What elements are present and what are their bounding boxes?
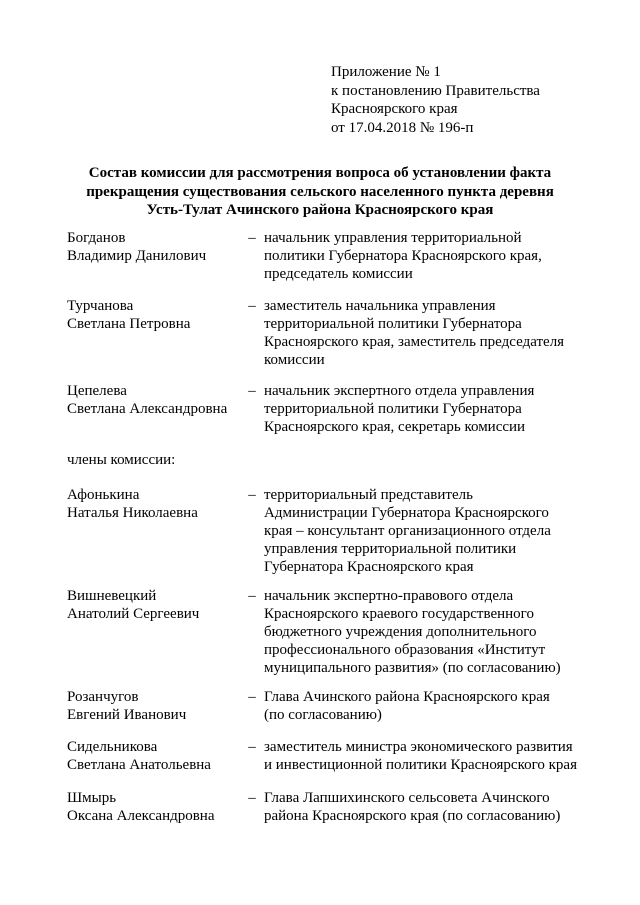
dash-separator: –: [248, 230, 256, 246]
role-line: управления территориальной политики: [264, 541, 517, 557]
title-line: Состав комиссии для рассмотрения вопроса об установлении факта: [88, 165, 552, 181]
role-line: начальник экспертного отдела управления: [264, 383, 535, 399]
appendix-date: от 17.04.2018 № 196-п: [331, 119, 474, 136]
member-role: [264, 688, 594, 724]
role-line: (по согласованию): [264, 707, 382, 723]
role-line: Губернатора Красноярского края: [264, 559, 474, 575]
member-given-names: Анатолий Сергеевич: [67, 606, 200, 622]
member-surname: Турчанова: [67, 298, 134, 314]
role-line: политики Губернатора Красноярского края,: [264, 248, 542, 264]
member-role: [264, 587, 594, 677]
role-line: комиссии: [264, 352, 325, 368]
member-given-names: Оксана Александровна: [67, 808, 215, 824]
dash-separator: –: [248, 298, 256, 314]
member-given-names: Наталья Николаевна: [67, 505, 198, 521]
members-heading: члены комиссии:: [67, 452, 176, 468]
role-line: территориальной политики Губернатора: [264, 401, 522, 417]
title-line: Усть-Тулат Ачинского района Красноярского края: [146, 202, 494, 218]
role-line: председатель комиссии: [264, 266, 413, 282]
role-line: и инвестиционной политики Красноярского края: [264, 757, 577, 773]
dash-separator: –: [248, 739, 256, 755]
appendix-number: Приложение № 1: [331, 64, 441, 80]
document-title: [60, 164, 580, 220]
member-surname: Сидельникова: [67, 739, 158, 755]
role-line: Администрации Губернатора Красноярского: [264, 505, 549, 521]
member-name: [67, 789, 242, 825]
member-given-names: Владимир Данилович: [67, 248, 207, 264]
member-name: [67, 587, 242, 623]
dash-separator: –: [248, 588, 256, 604]
role-line: Глава Лапшихинского сельсовета Ачинского: [264, 790, 550, 806]
member-name: [67, 297, 242, 333]
member-given-names: Светлана Анатольевна: [67, 757, 211, 773]
member-role: [264, 382, 594, 436]
member-surname: Розанчугов: [67, 689, 139, 705]
member-surname: Богданов: [67, 230, 126, 246]
appendix-decree: к постановлению Правительства: [331, 82, 540, 99]
member-surname: Вишневецкий: [67, 588, 157, 604]
member-role: [264, 486, 594, 576]
role-line: муниципального развития» (по согласованию): [264, 660, 561, 676]
dash-separator: –: [248, 487, 256, 503]
title-line: прекращения существования сельского населенного пункта деревня: [86, 183, 554, 200]
member-name: [67, 486, 242, 522]
role-line: бюджетного учреждения дополнительного: [264, 624, 537, 640]
member-surname: Цепелева: [67, 383, 127, 399]
role-line: Глава Ачинского района Красноярского края: [264, 689, 550, 705]
role-line: территориальный представитель: [264, 487, 473, 503]
role-line: района Красноярского края (по согласованию): [264, 808, 561, 824]
member-given-names: Евгений Иванович: [67, 707, 187, 723]
appendix-region: Красноярского края: [331, 101, 458, 117]
role-line: начальник экспертно-правового отдела: [264, 588, 514, 604]
role-line: края – консультант организационного отдела: [264, 523, 551, 539]
member-name: [67, 382, 242, 418]
role-line: Красноярского краевого государственного: [264, 606, 534, 622]
member-name: [67, 738, 242, 774]
role-line: территориальной политики Губернатора: [264, 316, 522, 332]
role-line: Красноярского края, секретарь комиссии: [264, 419, 526, 435]
appendix-header: [331, 63, 540, 137]
dash-separator: –: [248, 790, 256, 806]
member-role: [264, 297, 594, 369]
member-role: [264, 738, 594, 774]
member-given-names: Светлана Петровна: [67, 316, 191, 332]
member-name: [67, 229, 242, 265]
role-line: заместитель министра экономического развития: [264, 739, 573, 755]
dash-separator: –: [248, 383, 256, 399]
role-line: начальник управления территориальной: [264, 230, 522, 246]
member-role: [264, 229, 594, 283]
role-line: Красноярского края, заместитель председателя: [264, 334, 565, 350]
dash-separator: –: [248, 689, 256, 705]
role-line: заместитель начальника управления: [264, 298, 496, 314]
member-surname: Шмырь: [67, 790, 117, 806]
role-line: профессионального образования «Институт: [264, 642, 546, 658]
member-role: [264, 789, 594, 825]
member-name: [67, 688, 242, 724]
member-surname: Афонькина: [67, 487, 140, 503]
member-given-names: Светлана Александровна: [67, 401, 228, 417]
